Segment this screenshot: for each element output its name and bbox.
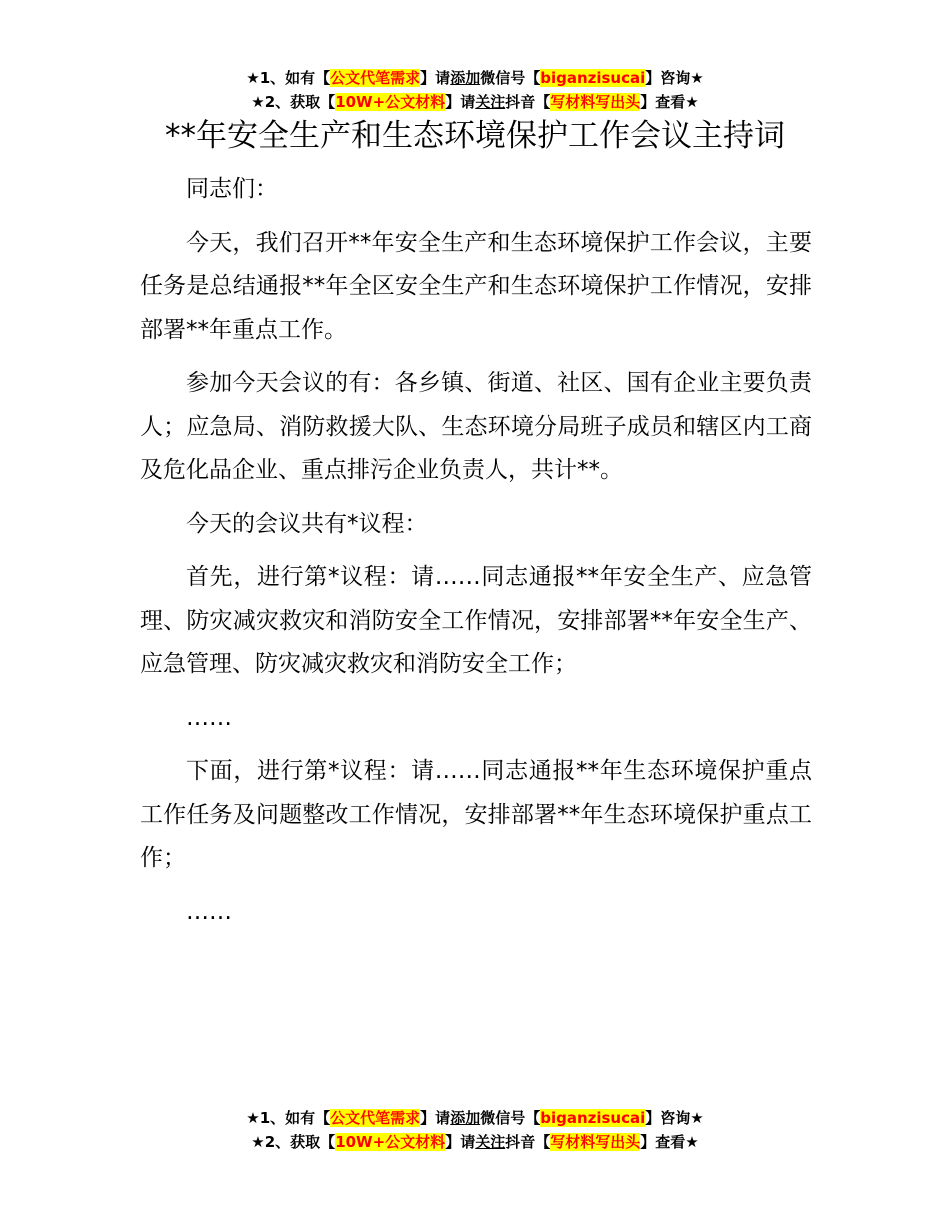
promo-line-2 bbox=[0, 1130, 950, 1154]
promo-text: ★1、如有【 bbox=[246, 69, 331, 87]
promo-line-2 bbox=[0, 90, 950, 114]
paragraph-ellipsis: …… bbox=[186, 898, 232, 925]
promo-highlight: 写材料写出头 bbox=[550, 1133, 641, 1151]
promo-text: 】查看★ bbox=[640, 93, 699, 111]
document-title: **年安全生产和生态环境保护工作会议主持词 bbox=[165, 118, 785, 154]
paragraph: 下面，进行第*议程：请……同志通报**年生态环境保护重点工作任务及问题整改工作情况，安排部署**年生态环境保护重点工作； bbox=[140, 758, 812, 871]
promo-underlined: 关注 bbox=[475, 93, 506, 111]
promo-text: ★1、如有【 bbox=[246, 1109, 331, 1127]
promo-text: 】请 bbox=[420, 69, 451, 87]
promo-highlight: biganzisucai bbox=[540, 1109, 646, 1127]
promo-text: 】咨询★ bbox=[645, 69, 704, 87]
promo-text: 】请 bbox=[445, 1133, 476, 1151]
promo-banner-bottom bbox=[0, 1106, 950, 1154]
promo-text: 】请 bbox=[445, 93, 476, 111]
promo-line-1 bbox=[0, 1106, 950, 1130]
promo-highlight: 10W+公文材料 bbox=[335, 1133, 446, 1151]
promo-banner-top bbox=[0, 66, 950, 114]
promo-highlight: 10W+公文材料 bbox=[335, 93, 446, 111]
promo-highlight: 公文代笔需求 bbox=[330, 1109, 421, 1127]
promo-line-1 bbox=[0, 66, 950, 90]
paragraph: 首先，进行第*议程：请……同志通报**年安全生产、应急管理、防灾减灾救灾和消防安全工作情况，安排部署**年安全生产、应急管理、防灾减灾救灾和消防安全工作； bbox=[140, 564, 812, 677]
promo-underlined: 添加 bbox=[450, 69, 481, 87]
promo-underlined: 添加 bbox=[450, 1109, 481, 1127]
promo-text: ★2、获取【 bbox=[251, 93, 336, 111]
promo-text: 抖音【 bbox=[505, 1133, 551, 1151]
paragraph-salutation: 同志们： bbox=[186, 176, 278, 202]
promo-text: 】请 bbox=[420, 1109, 451, 1127]
promo-text: 抖音【 bbox=[505, 93, 551, 111]
promo-text: 】查看★ bbox=[640, 1133, 699, 1151]
promo-highlight: 写材料写出头 bbox=[550, 93, 641, 111]
promo-text: 】咨询★ bbox=[645, 1109, 704, 1127]
promo-highlight: 公文代笔需求 bbox=[330, 69, 421, 87]
promo-underlined: 关注 bbox=[475, 1133, 506, 1151]
promo-highlight: biganzisucai bbox=[540, 69, 646, 87]
promo-text: ★2、获取【 bbox=[251, 1133, 336, 1151]
document-body bbox=[140, 168, 812, 944]
promo-text: 微信号【 bbox=[480, 1109, 541, 1127]
paragraph: 今天，我们召开**年安全生产和生态环境保护工作会议，主要任务是总结通报**年全区安全生产和生态环境保护工作情况，安排部署**年重点工作。 bbox=[140, 229, 812, 343]
paragraph: 今天的会议共有*议程： bbox=[186, 510, 428, 537]
promo-text: 微信号【 bbox=[480, 69, 541, 87]
paragraph: 参加今天会议的有：各乡镇、街道、社区、国有企业主要负责人；应急局、消防救援大队、生态环境分局班子成员和辖区内工商及危化品企业、重点排污企业负责人，共计**。 bbox=[140, 370, 812, 483]
paragraph-ellipsis: …… bbox=[186, 704, 232, 731]
